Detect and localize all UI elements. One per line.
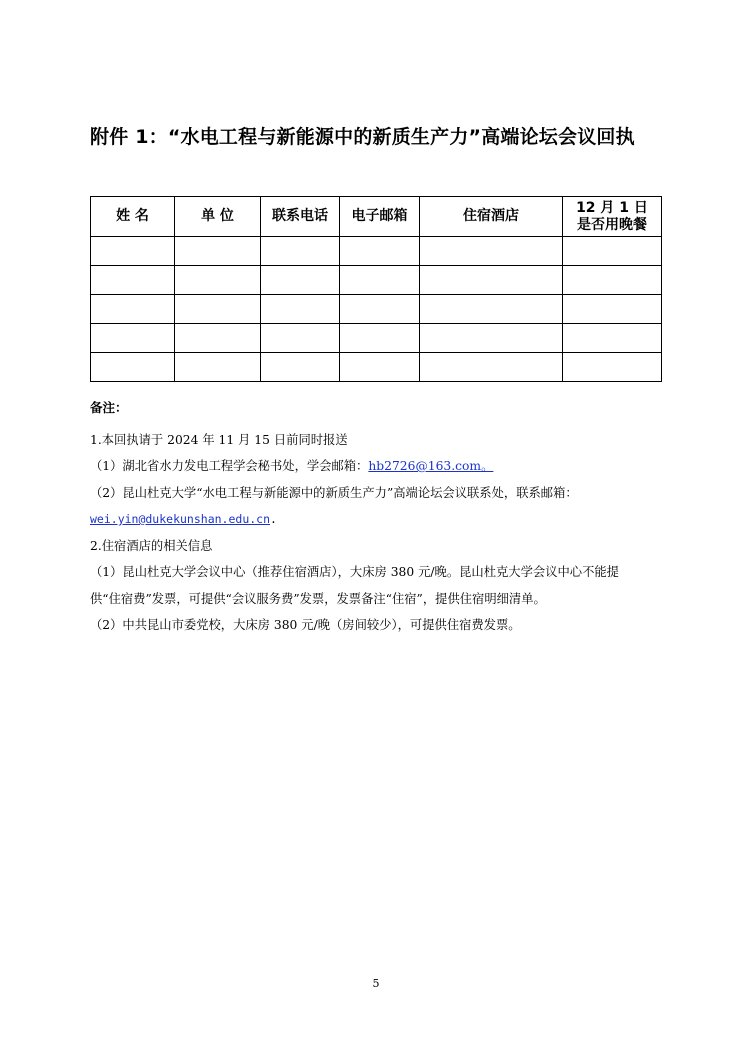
- note-item-2: 2.住宿酒店的相关信息: [90, 539, 213, 553]
- table-cell[interactable]: [563, 353, 662, 382]
- table-cell[interactable]: [91, 237, 175, 266]
- note-item-1-sub-2-email-line: [90, 511, 277, 527]
- header-hotel: 住宿酒店: [420, 197, 563, 237]
- table-header-row: [91, 197, 662, 237]
- note-item-2-sub-1-line-1: （1）昆山杜克大学会议中心（推荐住宿酒店），大床房 380 元/晚。昆山杜克大学会议中心不能提: [90, 565, 619, 579]
- table-cell[interactable]: [420, 295, 563, 324]
- table-cell[interactable]: [175, 295, 261, 324]
- note-item-1: 1.本回执请于 2024 年 11 月 15 日前同时报送: [90, 433, 348, 447]
- note-item-2-sub-2: （2）中共昆山市委党校，大床房 380 元/晚（房间较少），可提供住宿费发票。: [90, 618, 521, 632]
- notes-heading: 备注：: [90, 400, 128, 415]
- table-cell[interactable]: [175, 266, 261, 295]
- table-cell[interactable]: [420, 266, 563, 295]
- header-email: 电子邮箱: [340, 197, 420, 237]
- header-name: 姓 名: [91, 197, 175, 237]
- table-row: [91, 237, 662, 266]
- note-text: （1）湖北省水力发电工程学会秘书处，学会邮箱：: [90, 459, 369, 473]
- header-dinner-question: 是否用晚餐: [577, 216, 647, 233]
- association-email-link[interactable]: hb2726@163.com。: [368, 459, 494, 473]
- table-cell[interactable]: [340, 266, 420, 295]
- table-cell[interactable]: [420, 237, 563, 266]
- table-cell[interactable]: [563, 324, 662, 353]
- page-number: 5: [372, 977, 380, 990]
- table-row: [91, 295, 662, 324]
- table-cell[interactable]: [91, 353, 175, 382]
- table-cell[interactable]: [175, 237, 261, 266]
- header-organization: 单 位: [175, 197, 261, 237]
- note-item-2-sub-1-line-2: 供“住宿费”发票，可提供“会议服务费”发票，发票备注“住宿”，提供住宿明细清单。: [90, 592, 546, 606]
- table-cell[interactable]: [261, 266, 340, 295]
- table-cell[interactable]: [261, 324, 340, 353]
- table-cell[interactable]: [91, 295, 175, 324]
- table-cell[interactable]: [340, 353, 420, 382]
- table-row: [91, 266, 662, 295]
- table-cell[interactable]: [261, 237, 340, 266]
- header-phone: 联系电话: [261, 197, 340, 237]
- table-cell[interactable]: [340, 295, 420, 324]
- table-cell[interactable]: [563, 266, 662, 295]
- table-cell[interactable]: [91, 324, 175, 353]
- table-cell[interactable]: [420, 324, 563, 353]
- table-cell[interactable]: [563, 295, 662, 324]
- university-email-link[interactable]: wei.yin@dukekunshan.edu.cn: [90, 512, 271, 526]
- table-cell[interactable]: [261, 295, 340, 324]
- table-cell[interactable]: [340, 324, 420, 353]
- table-cell[interactable]: [175, 353, 261, 382]
- table-cell[interactable]: [261, 353, 340, 382]
- table-cell[interactable]: [340, 237, 420, 266]
- note-text: .: [270, 512, 277, 526]
- table-cell[interactable]: [563, 237, 662, 266]
- table-row: [91, 353, 662, 382]
- header-dinner: [563, 197, 662, 237]
- reply-form-table: [90, 196, 662, 382]
- table-row: [91, 324, 662, 353]
- table-cell[interactable]: [420, 353, 563, 382]
- note-item-1-sub-1: [90, 458, 493, 474]
- note-item-1-sub-2: （2）昆山杜克大学“水电工程与新能源中的新质生产力”高端论坛会议联系处，联系邮箱：: [90, 486, 578, 500]
- table-cell[interactable]: [175, 324, 261, 353]
- header-dinner-date: 12 月 1 日: [576, 199, 648, 216]
- table-cell[interactable]: [91, 266, 175, 295]
- page-title: 附件 1：“水电工程与新能源中的新质生产力”高端论坛会议回执: [90, 126, 635, 148]
